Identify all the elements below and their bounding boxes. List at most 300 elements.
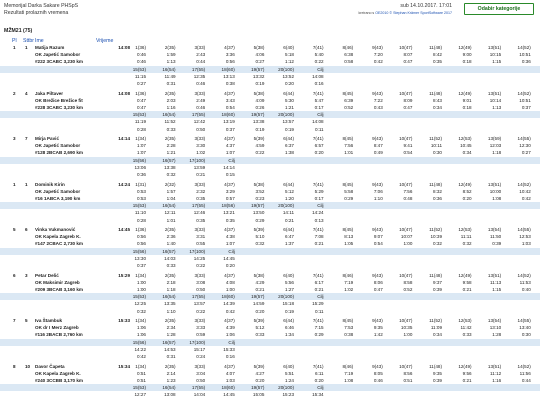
- runner-total-time: 15:29: [118, 272, 130, 278]
- runner-chip-course: #116 2BACB 2,760 km: [35, 332, 83, 338]
- category-title: MŽM21 (75): [4, 28, 33, 34]
- split-cell: 15:34: [312, 392, 324, 398]
- runner-result: [0, 363, 540, 405]
- runner-result: [0, 226, 540, 272]
- split-cell: 0:56: [137, 241, 146, 247]
- split-cell: 10:35: [400, 325, 413, 331]
- split-cell: 5(38): [253, 272, 265, 278]
- split-cell: 13(54): [487, 227, 502, 232]
- split-cell: 11:42: [460, 325, 472, 331]
- split-cell: 16(54): [162, 203, 176, 209]
- split-cell: 14(52): [517, 90, 531, 96]
- powered-by: [358, 11, 452, 15]
- runner-chip-course: #222 3CABC 3,230 km: [35, 59, 84, 65]
- column-header-time: Vrijeme: [96, 38, 114, 44]
- split-cell: 0:49: [373, 150, 383, 156]
- split-cell: 11(48): [429, 363, 442, 369]
- split-times-row: [0, 391, 540, 398]
- split-cell: 7:19: [344, 279, 354, 285]
- split-cell: 19(57): [251, 294, 265, 300]
- split-cell: 0:22: [196, 308, 206, 314]
- split-cell: 14:59: [252, 301, 265, 307]
- split-cell: 2(32): [164, 181, 176, 187]
- runner-result: [0, 90, 540, 136]
- runner-club: OK Kapela Zagreb K.: [35, 234, 81, 240]
- split-cell: 0:20: [255, 377, 265, 383]
- split-cell: 14:03: [164, 255, 176, 261]
- split-cell: 2:14: [166, 370, 176, 376]
- split-cell: 14:08: [312, 119, 324, 125]
- runner-name: Mirja Pavić: [35, 136, 60, 141]
- split-cell: 20(100): [278, 203, 294, 209]
- split-cell: 0:39: [433, 286, 442, 292]
- split-cell: 2(35): [164, 272, 176, 278]
- split-cell: 0:21: [196, 172, 206, 177]
- split-cell: 15(56): [132, 157, 146, 163]
- split-cell: 13(59): [487, 136, 502, 141]
- runner-start-number: 4: [25, 90, 28, 96]
- split-times-row: [0, 262, 540, 269]
- split-controls-row: [0, 44, 540, 51]
- split-cell: 0:21: [255, 286, 265, 292]
- split-cell: 10(47): [399, 318, 413, 323]
- runner-club: OK dr I Merz Zagreb: [35, 325, 79, 331]
- runner-start-number: 5: [25, 318, 28, 323]
- split-cell: 4:27: [255, 370, 265, 376]
- split-cell: 6(40): [283, 45, 294, 50]
- split-cell: 2:43: [196, 52, 206, 58]
- split-cell: 7:20: [373, 52, 383, 58]
- split-cell: 10:45: [460, 143, 472, 149]
- split-cell: 8:06: [373, 279, 383, 285]
- split-cell: 11:52: [164, 119, 176, 125]
- split-cell: 0:18: [462, 104, 472, 110]
- split-cell: 14:14: [223, 164, 235, 170]
- split-cell: 11:09: [430, 325, 442, 331]
- split-times-row: [0, 300, 540, 307]
- split-cell: 11:49: [164, 73, 176, 79]
- split-cell: 7:15: [314, 325, 324, 331]
- runner-name: Davor Čapeta: [35, 363, 65, 369]
- split-cell: 0:20: [462, 195, 472, 201]
- split-cell: 5:10: [255, 234, 265, 240]
- split-cell: 0:47: [403, 59, 413, 65]
- split-cell: 3(33): [194, 227, 206, 232]
- split-cell: 0:33: [462, 332, 472, 338]
- split-cell: 0:29: [314, 332, 324, 338]
- split-cell: 11(52): [429, 318, 442, 323]
- split-cell: 13:52: [282, 73, 294, 79]
- split-cell: 14(55): [517, 136, 531, 141]
- split-cell: 1:06: [137, 325, 146, 331]
- split-cell: 5:12: [255, 325, 265, 331]
- split-cell: 0:34: [433, 332, 442, 338]
- column-header-place: Pl: [12, 38, 17, 44]
- split-cell: 5(39): [253, 363, 265, 369]
- split-cell: 9(43): [372, 363, 383, 369]
- split-cell: 13(51): [487, 45, 502, 50]
- runner-name: Iva Štambuk: [35, 318, 63, 323]
- split-cell: 13:30: [134, 255, 146, 261]
- split-cell: 0:13: [314, 217, 324, 223]
- split-cell: 5:12: [285, 188, 294, 194]
- runner-result: [0, 44, 540, 90]
- split-cell: 18(60): [221, 112, 235, 118]
- split-cell: 1:00: [403, 332, 413, 338]
- split-cell: 1:18: [166, 286, 176, 292]
- split-cell: 13(54): [487, 318, 502, 323]
- split-cell: 1:15: [492, 286, 502, 292]
- split-cell: 12(49): [458, 90, 472, 96]
- split-cell: 0:50: [196, 377, 206, 383]
- runner-start-number: 7: [25, 136, 28, 141]
- split-cell: 2:03: [166, 97, 176, 103]
- split-cell: 2(35): [164, 136, 176, 141]
- split-cell: 0:36: [137, 172, 146, 177]
- split-cell: 1:28: [492, 332, 502, 338]
- split-cell: 15(56): [132, 339, 146, 345]
- split-cell: 3(33): [194, 272, 206, 278]
- split-times-row: [0, 331, 540, 338]
- split-cell: 15(56): [132, 248, 146, 254]
- split-cell: 0:39: [433, 377, 442, 383]
- split-cell: 3(33): [194, 45, 206, 50]
- split-cell: 7(41): [312, 181, 324, 187]
- split-cell: 6:57: [314, 143, 324, 149]
- runner-start-number: 3: [25, 272, 28, 278]
- split-cell: 7:53: [344, 325, 354, 331]
- split-cell: 16(57): [162, 339, 176, 345]
- split-cell: 5:56: [285, 279, 294, 285]
- split-cell: 0:57: [225, 195, 235, 201]
- split-cell: 11:53: [519, 279, 531, 285]
- split-cell: 0:20: [255, 308, 265, 314]
- split-cell: 12(53): [458, 318, 472, 323]
- split-cell: 0:44: [521, 377, 531, 383]
- runner-result: [0, 135, 540, 181]
- runner-total-time: 14:45: [118, 227, 130, 232]
- split-cell: 13:13: [223, 73, 235, 79]
- split-cell: 6(44): [283, 90, 294, 96]
- split-cell: 13:35: [164, 301, 176, 307]
- split-cell: 8(45): [342, 136, 354, 141]
- split-cell: 0:21: [285, 217, 294, 223]
- split-cell: 2:34: [166, 325, 176, 331]
- runner-total-time: 14:08: [118, 45, 130, 50]
- split-cell: 0:34: [433, 104, 442, 110]
- split-cell: 0:51: [403, 377, 413, 383]
- split-cell: 13:21: [223, 210, 235, 216]
- split-cell: 0:39: [492, 241, 502, 247]
- split-cell: 4(37): [224, 227, 235, 232]
- split-cell: 1:00: [137, 286, 146, 292]
- split-cell: 0:42: [521, 195, 531, 201]
- split-cell: 0:47: [137, 97, 146, 103]
- split-cell: 1:59: [166, 52, 176, 58]
- split-cell: 7:56: [403, 188, 413, 194]
- split-cell: 17(55): [191, 385, 206, 391]
- split-cell: 0:17: [314, 104, 324, 110]
- column-header-name: Ime: [35, 38, 44, 44]
- split-cell: 11:12: [490, 370, 502, 376]
- split-cell: 7:06: [373, 188, 383, 194]
- split-cell: 0:19: [285, 126, 294, 132]
- split-cell: 6(44): [283, 136, 294, 141]
- split-cell: 9(43): [372, 136, 383, 141]
- runner-name: Dominik Kirin: [35, 181, 65, 187]
- split-cell: 4:29: [255, 279, 265, 285]
- runner-name: Vinka Vukmanović: [35, 227, 76, 232]
- split-cell: 0:17: [314, 195, 324, 201]
- split-cell: 15:23: [282, 392, 294, 398]
- split-cell: 0:31: [166, 81, 176, 86]
- runner-place: 1: [13, 45, 16, 50]
- split-controls-row: [0, 90, 540, 97]
- split-cell: 8(46): [342, 45, 354, 50]
- event-header: [4, 3, 78, 17]
- split-cell: 4:38: [225, 234, 235, 240]
- split-cell: 11(48): [429, 45, 442, 50]
- split-cell: 7:08: [314, 234, 324, 240]
- split-cell: 1:01: [344, 150, 354, 156]
- split-cell: 8(45): [342, 227, 354, 232]
- split-cell: 13:06: [134, 164, 146, 170]
- split-cell: 1:27: [285, 286, 294, 292]
- split-cell: 0:26: [255, 104, 265, 110]
- split-times-row: [0, 233, 540, 240]
- split-cell: 14:39: [223, 301, 235, 307]
- runner-place: 5: [13, 227, 16, 232]
- split-cell: 1:07: [137, 143, 146, 149]
- split-cell: 2:28: [166, 143, 176, 149]
- split-cell: 7(41): [312, 363, 324, 369]
- split-cell: 9:35: [433, 370, 442, 376]
- split-cell: 12:53: [519, 234, 531, 240]
- split-cell: 17(100): [189, 339, 206, 345]
- split-controls-row: [0, 157, 540, 164]
- runner-name: Matija Razum: [35, 45, 65, 50]
- split-times-row: [0, 58, 540, 65]
- split-cell: 14:22: [134, 346, 146, 352]
- split-times-row: [0, 346, 540, 353]
- split-times-row: [0, 399, 540, 405]
- split-cell: 13:32: [252, 73, 265, 79]
- split-cell: 10(47): [399, 136, 413, 141]
- split-cell: 10(47): [399, 181, 413, 187]
- split-cell: 8(45): [342, 181, 354, 187]
- runner-chip-course: #228 3CABC 3,230 km: [35, 104, 84, 110]
- split-cell: 10(47): [399, 227, 413, 232]
- split-cell: 3:29: [225, 188, 235, 194]
- split-cell: 3(33): [194, 181, 206, 187]
- split-cell: 13:38: [164, 164, 176, 170]
- split-cell: 20(100): [278, 112, 294, 118]
- split-cell: 0:42: [137, 354, 146, 359]
- split-cell: 3:31: [196, 234, 206, 240]
- split-cell: 15:05: [252, 392, 265, 398]
- split-cell: 1:10: [166, 308, 176, 314]
- split-cell: 3:08: [196, 279, 206, 285]
- split-cell: 0:21: [314, 286, 324, 292]
- split-cell: 1:00: [225, 286, 235, 292]
- split-cell: 0:11: [314, 126, 324, 132]
- split-cell: 0:31: [166, 354, 176, 359]
- split-times-row: [0, 279, 540, 286]
- split-cell: 15(53): [132, 294, 146, 300]
- split-cell: 11:50: [490, 234, 502, 240]
- split-controls-row: [0, 317, 540, 324]
- split-cell: 11:13: [490, 279, 502, 285]
- powered-by-link[interactable]: OE2010 © Stephan Krämer SportSoftware 2017: [375, 11, 452, 15]
- split-cell: 11:10: [134, 210, 146, 216]
- split-cell: 12:27: [134, 392, 146, 398]
- split-cell: 0:32: [137, 308, 146, 314]
- select-category-button[interactable]: Odabir kategorije: [464, 3, 534, 15]
- split-cell: 0:16: [314, 81, 324, 86]
- split-times-row: [0, 171, 540, 178]
- split-cell: 10:07: [400, 234, 413, 240]
- split-cell: 8:42: [433, 52, 442, 58]
- split-cell: 3(33): [194, 318, 206, 323]
- split-cell: 8:52: [462, 188, 472, 194]
- split-cell: 1:18: [492, 150, 502, 156]
- split-cell: 8:58: [403, 279, 413, 285]
- split-cell: 13:57: [282, 119, 294, 125]
- split-cell: 3:52: [255, 188, 265, 194]
- split-cell: 0:38: [344, 332, 354, 338]
- split-cell: 0:29: [344, 195, 354, 201]
- split-cell: 6(40): [283, 363, 294, 369]
- split-cell: 8:09: [403, 97, 413, 103]
- split-cell: 3:30: [196, 143, 206, 149]
- split-cell: 14:08: [312, 73, 324, 79]
- split-cell: 15(53): [132, 112, 146, 118]
- split-cell: 1(34): [135, 363, 146, 369]
- runner-total-time: 14:08: [118, 90, 130, 96]
- split-cell: 0:48: [403, 195, 413, 201]
- split-cell: 0:35: [196, 217, 206, 223]
- split-cell: 4(37): [224, 136, 235, 141]
- split-cell: 2(35): [164, 45, 176, 50]
- results-list: [0, 44, 540, 405]
- split-cell: 15:29: [312, 301, 324, 307]
- split-cell: 10:51: [519, 97, 531, 103]
- split-cell: 4:07: [225, 370, 235, 376]
- split-cell: 0:51: [137, 370, 146, 376]
- split-cell: 4:09: [255, 97, 265, 103]
- split-cell: 1:08: [492, 195, 502, 201]
- split-cell: 5(38): [253, 181, 265, 187]
- split-cell: 7(41): [312, 272, 324, 278]
- split-cell: 5:29: [314, 188, 324, 194]
- split-cell: 0:22: [196, 263, 206, 268]
- split-cell: Cilj: [317, 385, 324, 391]
- split-cell: 0:46: [196, 104, 206, 110]
- split-cell: 0:47: [137, 104, 146, 110]
- split-cell: 14(52): [517, 181, 531, 187]
- split-cell: 6:39: [344, 97, 354, 103]
- split-cell: 1(36): [135, 90, 146, 96]
- split-cell: 0:46: [196, 81, 206, 86]
- split-cell: 6(44): [283, 227, 294, 232]
- split-cell: 11:56: [519, 370, 531, 376]
- split-cell: 10(47): [399, 272, 413, 278]
- split-cell: 0:44: [196, 59, 206, 65]
- split-cell: 0:32: [166, 172, 176, 177]
- split-cell: 0:35: [225, 217, 235, 223]
- split-cell: 1:37: [285, 241, 294, 247]
- split-cell: 1:40: [166, 241, 176, 247]
- split-cell: 1:38: [285, 150, 294, 156]
- split-cell: 1:01: [166, 217, 176, 223]
- runner-club: OK Japetić Samobor: [35, 188, 81, 194]
- split-cell: 0:37: [521, 104, 531, 110]
- split-cell: 6:38: [344, 52, 354, 58]
- split-cell: 10(47): [399, 90, 413, 96]
- split-cell: 9:01: [462, 97, 472, 103]
- split-cell: 1:28: [166, 332, 176, 338]
- split-cell: 15(53): [132, 385, 146, 391]
- split-cell: 19(57): [251, 112, 265, 118]
- split-cell: 7(41): [312, 90, 324, 96]
- split-cell: 12:11: [164, 210, 176, 216]
- split-controls-row: [0, 339, 540, 346]
- split-times-row: [0, 80, 540, 87]
- split-cell: 6:37: [285, 143, 294, 149]
- split-cell: 0:54: [373, 241, 383, 247]
- runner-start-number: 1: [25, 181, 28, 187]
- split-cell: 0:18: [462, 59, 472, 65]
- split-cell: 0:27: [521, 150, 531, 156]
- runner-chip-course: #240 3CCBB 3,170 km: [35, 377, 84, 383]
- split-times-row: [0, 240, 540, 247]
- split-cell: 8:56: [403, 370, 413, 376]
- split-cell: 0:35: [196, 195, 206, 201]
- split-cell: 12:46: [193, 210, 206, 216]
- split-cell: 0:21: [314, 241, 324, 247]
- split-cell: 1:06: [225, 332, 235, 338]
- split-cell: 11(52): [429, 227, 442, 232]
- split-cell: 4(37): [224, 181, 235, 187]
- runner-start-number: 6: [25, 227, 28, 232]
- split-cell: 11(52): [429, 136, 442, 141]
- split-cell: 4(37): [224, 272, 235, 278]
- split-cell: 12(49): [458, 272, 472, 278]
- split-cell: 12(49): [458, 181, 472, 187]
- split-cell: 5:40: [314, 52, 324, 58]
- split-cell: 5:18: [285, 52, 294, 58]
- split-cell: 15(53): [132, 203, 146, 209]
- runner-chip-course: #16 1ABCA 3,190 km: [35, 195, 81, 201]
- split-cell: 14:24: [312, 210, 324, 216]
- split-cell: 12:30: [519, 143, 531, 149]
- split-cell: 0:47: [373, 286, 383, 292]
- split-cell: 9(43): [372, 90, 383, 96]
- split-cell: 7:56: [344, 143, 354, 149]
- split-times-row: [0, 97, 540, 104]
- split-cell: 0:42: [225, 308, 235, 314]
- split-cell: 0:35: [433, 59, 442, 65]
- split-cell: 5:47: [314, 97, 324, 103]
- split-cell: 1(36): [135, 227, 146, 232]
- split-cell: 5(39): [253, 318, 265, 323]
- split-cell: 0:50: [196, 286, 206, 292]
- split-cell: 19(57): [251, 66, 265, 72]
- runner-place: 3: [13, 136, 16, 141]
- split-cell: 1(31): [135, 181, 146, 187]
- split-times-row: [0, 353, 540, 360]
- split-cell: 17(100): [189, 157, 206, 163]
